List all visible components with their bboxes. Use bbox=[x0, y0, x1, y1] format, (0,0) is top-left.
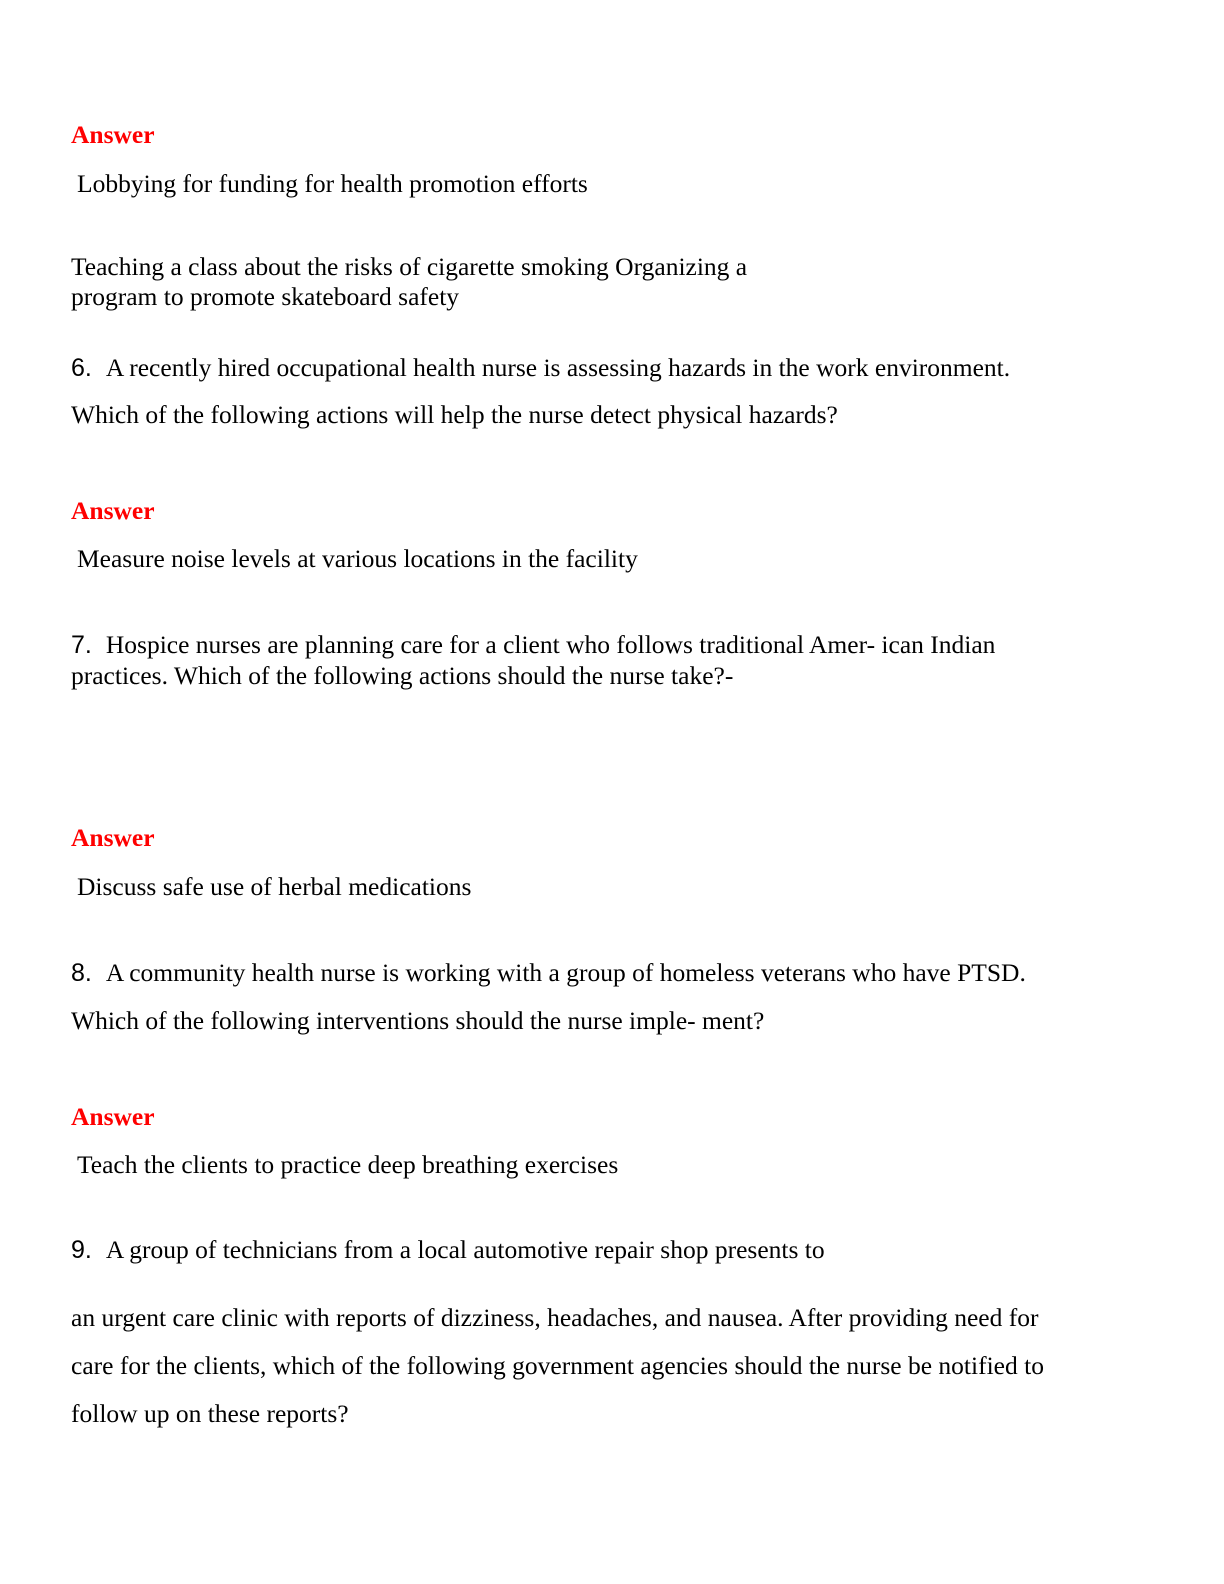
question-text: practices. Which of the following actions should the nurse take?- bbox=[71, 661, 734, 690]
answer-label: Answer bbox=[71, 823, 155, 852]
answer-label: Answer bbox=[71, 1102, 155, 1131]
answer-text: Lobbying for funding for health promotion efforts bbox=[77, 169, 588, 198]
answer-text: Teach the clients to practice deep breathing exercises bbox=[77, 1150, 619, 1179]
question-text: care for the clients, which of the following government agencies should the nurse be notified to bbox=[71, 1351, 1044, 1380]
answer-text: Measure noise levels at various locations in the facility bbox=[77, 544, 638, 573]
question-7 bbox=[71, 630, 995, 660]
answer-label: Answer bbox=[71, 496, 155, 525]
question-text: A recently hired occupational health nurse is assessing hazards in the work environment. bbox=[105, 353, 1011, 382]
question-text: Which of the following interventions should the nurse imple- ment? bbox=[71, 1006, 765, 1035]
question-9 bbox=[71, 1235, 825, 1265]
question-number: 6. bbox=[71, 354, 92, 382]
question-number: 8. bbox=[71, 959, 92, 987]
option-text: program to promote skateboard safety bbox=[71, 282, 460, 311]
question-text: Hospice nurses are planning care for a client who follows traditional Amer- ican Indian bbox=[105, 630, 996, 659]
question-6 bbox=[71, 353, 1010, 383]
question-text: A group of technicians from a local automotive repair shop presents to bbox=[105, 1235, 825, 1264]
question-text: an urgent care clinic with reports of dizziness, headaches, and nausea. After providing need for bbox=[71, 1303, 1039, 1332]
question-8 bbox=[71, 958, 1026, 988]
option-text: Teaching a class about the risks of cigarette smoking Organizing a bbox=[71, 252, 748, 281]
answer-text: Discuss safe use of herbal medications bbox=[77, 872, 472, 901]
question-text: A community health nurse is working with a group of homeless veterans who have PTSD. bbox=[105, 958, 1026, 987]
question-number: 9. bbox=[71, 1236, 92, 1264]
answer-label: Answer bbox=[71, 120, 155, 149]
question-text: Which of the following actions will help the nurse detect physical hazards? bbox=[71, 400, 838, 429]
question-text: follow up on these reports? bbox=[71, 1399, 349, 1428]
question-number: 7. bbox=[71, 631, 92, 659]
